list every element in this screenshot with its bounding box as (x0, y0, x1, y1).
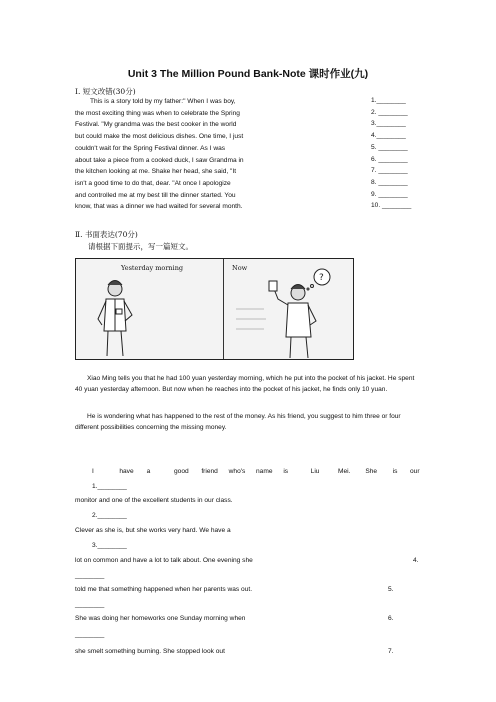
answer-blank[interactable]: 3.________ (92, 542, 127, 549)
passage-line: know, that was a dinner we had waited for several month. (75, 203, 243, 211)
passage-line: told me that something happened when her parents was out. (75, 586, 253, 593)
page-title: Unit 3 The Million Pound Bank-Note 课时作业(九) (127, 68, 369, 80)
passage-word: a (146, 468, 151, 475)
answer-blank[interactable]: 10. ________ (371, 202, 412, 210)
section2-heading: Ⅱ. 书面表达(70分) (75, 230, 138, 239)
passage-line: This is a story told by my father:" When I was boy, (90, 98, 236, 105)
answer-blank[interactable]: 7. ________ (371, 167, 408, 175)
passage-line: the most exciting thing was when to celebrate the Spring (75, 109, 240, 117)
passage-line: She was doing her homeworks one Sunday morning when (75, 615, 246, 622)
passage-line: Clever as she is, but she works very hard. We have a (75, 527, 231, 534)
passage-line: but could make the most delicious dishes. One time, I just (75, 133, 244, 141)
answer-blank[interactable]: ________ (75, 572, 105, 579)
answer-blank[interactable]: 4.________ (371, 132, 406, 140)
boy-now-drawing (236, 269, 330, 358)
passage-line: isn't a good time to do that, dear. "At once I apologize (75, 179, 231, 187)
passage-word: our (410, 468, 420, 475)
prompt-paragraph-1: Xiao Ming tells you that he had 100 yuan yesterday morning, which he put into the pocket of his jacket. He spent 40 yuan yesterday afternoon. But now when he reaches into the pocket of his jacket, he finds only 10 yuan. (75, 375, 415, 393)
answer-blank[interactable]: 6. ________ (371, 155, 408, 163)
passage-line: and controlled me at my best till the dinner started. You (75, 191, 236, 199)
answer-blank[interactable]: 2.________ (92, 512, 127, 519)
answer-blank[interactable]: 1.________ (92, 483, 127, 490)
cartoon-illustration (76, 259, 353, 359)
answer-blank[interactable]: 5. ________ (371, 143, 408, 151)
answer-blank[interactable]: ________ (75, 601, 105, 608)
passage-line: couldn't wait for the Spring Festival dinner. As I was (75, 144, 226, 152)
answer-blank[interactable]: 2. ________ (371, 108, 408, 116)
writing-prompt: 请根据下面提示，写一篇短文。 (88, 242, 193, 251)
caption-yesterday: Yesterday morning (121, 264, 184, 272)
passage-word: is (392, 468, 398, 475)
answer-blank[interactable]: 9. ________ (371, 190, 408, 198)
passage-line: about take a piece from a cooked duck, I saw Grandma in (75, 156, 244, 164)
picture-prompt (75, 258, 354, 360)
passage-word: Liu (310, 468, 320, 475)
passage-line: lot on common and have a lot to talk about. One evening she (75, 557, 253, 564)
passage-line: monitor and one of the excellent students in our class. (75, 497, 233, 504)
blank-number: 6. (388, 615, 394, 622)
answer-blank[interactable]: ________ (75, 631, 105, 638)
passage-word: Mei. (338, 468, 351, 475)
caption-now: Now (232, 264, 248, 272)
blank-number: 4. (413, 557, 419, 564)
passage-word: is (283, 468, 289, 475)
blank-number: 5. (388, 586, 394, 593)
blank-number: 7. (388, 648, 394, 655)
passage-line: the kitchen looking at me. Shake her head, she said, "It (75, 168, 237, 176)
passage-word: good (174, 468, 189, 475)
answer-blank[interactable]: 8. ________ (371, 178, 408, 186)
passage-word: I (92, 468, 94, 475)
passage-word: friend (201, 468, 218, 475)
prompt-paragraph-2: He is wondering what has happened to the rest of the money. As his friend, you suggest to him three or four different possibilities concerning the missing money. (75, 413, 401, 431)
passage-line: Festival. "My grandma was the best cooker in the world (75, 121, 237, 129)
passage-word: who's (228, 468, 246, 475)
answer-blank[interactable]: 1.________ (371, 97, 406, 104)
svg-text:?: ? (319, 273, 324, 283)
panel-divider (223, 259, 224, 359)
boy-yesterday-drawing (98, 281, 132, 357)
passage-word: name (256, 468, 273, 475)
section1-heading: Ⅰ. 短文改错(30分) (75, 87, 136, 96)
passage-word: She (365, 468, 378, 475)
answer-blank[interactable]: 3.________ (371, 120, 406, 128)
passage-line: she smelt something burning. She stopped look out (75, 648, 225, 655)
passage-word: have (119, 468, 134, 475)
